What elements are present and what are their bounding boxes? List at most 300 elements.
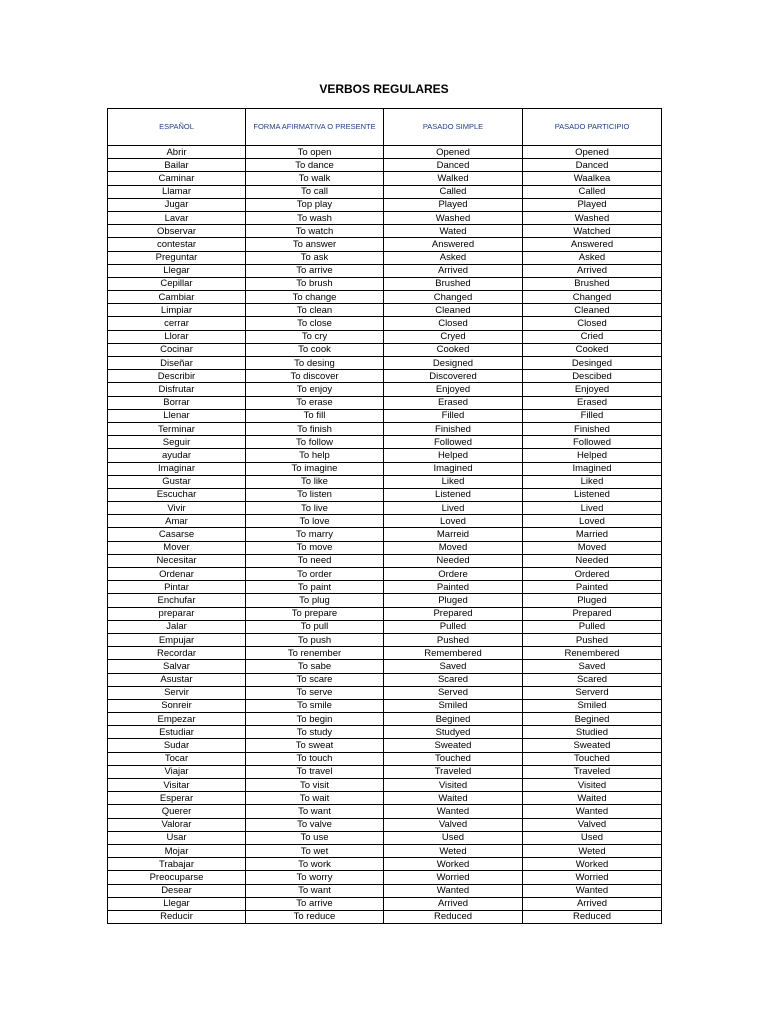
header-pasado-participio: PASADO PARTICIPIO: [523, 109, 662, 146]
espanol-cell: contestar: [108, 238, 246, 251]
table-row: [108, 238, 662, 251]
pasado-participio-cell: Opened: [523, 146, 662, 159]
presente-cell: To finish: [246, 422, 384, 435]
espanol-cell: Empezar: [108, 713, 246, 726]
table-row: [108, 198, 662, 211]
presente-cell: To order: [246, 568, 384, 581]
table-row: [108, 502, 662, 515]
espanol-cell: Llamar: [108, 185, 246, 198]
presente-cell: To enjoy: [246, 383, 384, 396]
espanol-cell: Amar: [108, 515, 246, 528]
presente-cell: To love: [246, 515, 384, 528]
pasado-participio-cell: Renembered: [523, 647, 662, 660]
table-row: [108, 528, 662, 541]
presente-cell: To desing: [246, 357, 384, 370]
table-row: [108, 541, 662, 554]
presente-cell: To begin: [246, 713, 384, 726]
pasado-participio-cell: Pulled: [523, 620, 662, 633]
table-row: [108, 660, 662, 673]
espanol-cell: Necesitar: [108, 554, 246, 567]
presente-cell: To valve: [246, 818, 384, 831]
presente-cell: To cook: [246, 343, 384, 356]
pasado-simple-cell: Wanted: [384, 884, 523, 897]
pasado-simple-cell: Wanted: [384, 805, 523, 818]
pasado-simple-cell: Closed: [384, 317, 523, 330]
table-row: [108, 739, 662, 752]
espanol-cell: Desear: [108, 884, 246, 897]
pasado-simple-cell: Imagined: [384, 462, 523, 475]
pasado-simple-cell: Danced: [384, 159, 523, 172]
pasado-participio-cell: Reduced: [523, 910, 662, 923]
presente-cell: To worry: [246, 871, 384, 884]
espanol-cell: Vivir: [108, 502, 246, 515]
pasado-participio-cell: Answered: [523, 238, 662, 251]
presente-cell: To wet: [246, 844, 384, 857]
presente-cell: To serve: [246, 686, 384, 699]
espanol-cell: Estudiar: [108, 726, 246, 739]
table-row: [108, 185, 662, 198]
table-row: [108, 765, 662, 778]
table-row: [108, 370, 662, 383]
presente-cell: To arrive: [246, 264, 384, 277]
pasado-simple-cell: Pushed: [384, 633, 523, 646]
table-row: [108, 515, 662, 528]
pasado-participio-cell: Worried: [523, 871, 662, 884]
espanol-cell: Limpiar: [108, 304, 246, 317]
pasado-simple-cell: Prepared: [384, 607, 523, 620]
espanol-cell: Querer: [108, 805, 246, 818]
pasado-simple-cell: Cleaned: [384, 304, 523, 317]
pasado-simple-cell: Discovered: [384, 370, 523, 383]
espanol-cell: Escuchar: [108, 488, 246, 501]
pasado-simple-cell: Reduced: [384, 910, 523, 923]
table-row: [108, 884, 662, 897]
table-row: [108, 818, 662, 831]
pasado-participio-cell: Weted: [523, 844, 662, 857]
espanol-cell: Llenar: [108, 409, 246, 422]
presente-cell: To follow: [246, 436, 384, 449]
presente-cell: To imagine: [246, 462, 384, 475]
presente-cell: To plug: [246, 594, 384, 607]
espanol-cell: Imaginar: [108, 462, 246, 475]
espanol-cell: Caminar: [108, 172, 246, 185]
pasado-participio-cell: Wanted: [523, 805, 662, 818]
pasado-simple-cell: Saved: [384, 660, 523, 673]
espanol-cell: Seguir: [108, 436, 246, 449]
pasado-participio-cell: Listened: [523, 488, 662, 501]
table-row: [108, 146, 662, 159]
pasado-simple-cell: Worried: [384, 871, 523, 884]
espanol-cell: Cepillar: [108, 277, 246, 290]
espanol-cell: ayudar: [108, 449, 246, 462]
table-row: [108, 330, 662, 343]
pasado-participio-cell: Pluged: [523, 594, 662, 607]
presente-cell: To listen: [246, 488, 384, 501]
pasado-participio-cell: Followed: [523, 436, 662, 449]
table-row: [108, 172, 662, 185]
espanol-cell: Llorar: [108, 330, 246, 343]
table-row: [108, 752, 662, 765]
presente-cell: To clean: [246, 304, 384, 317]
presente-cell: To want: [246, 884, 384, 897]
presente-cell: To smile: [246, 699, 384, 712]
pasado-participio-cell: Liked: [523, 475, 662, 488]
pasado-simple-cell: Followed: [384, 436, 523, 449]
presente-cell: To prepare: [246, 607, 384, 620]
table-row: [108, 581, 662, 594]
pasado-participio-cell: Loved: [523, 515, 662, 528]
pasado-simple-cell: Scared: [384, 673, 523, 686]
table-row: [108, 475, 662, 488]
espanol-cell: Describir: [108, 370, 246, 383]
presente-cell: To touch: [246, 752, 384, 765]
table-row: [108, 251, 662, 264]
presente-cell: To wash: [246, 211, 384, 224]
pasado-participio-cell: Helped: [523, 449, 662, 462]
pasado-simple-cell: Ordere: [384, 568, 523, 581]
table-row: [108, 409, 662, 422]
pasado-simple-cell: Filled: [384, 409, 523, 422]
espanol-cell: Ordenar: [108, 568, 246, 581]
pasado-simple-cell: Asked: [384, 251, 523, 264]
pasado-participio-cell: Ordered: [523, 568, 662, 581]
pasado-simple-cell: Cryed: [384, 330, 523, 343]
pasado-simple-cell: Finished: [384, 422, 523, 435]
table-row: [108, 357, 662, 370]
pasado-participio-cell: Arrived: [523, 264, 662, 277]
table-row: [108, 291, 662, 304]
pasado-participio-cell: Moved: [523, 541, 662, 554]
presente-cell: To paint: [246, 581, 384, 594]
espanol-cell: Recordar: [108, 647, 246, 660]
espanol-cell: Empujar: [108, 633, 246, 646]
pasado-participio-cell: Used: [523, 831, 662, 844]
presente-cell: To erase: [246, 396, 384, 409]
table-row: [108, 462, 662, 475]
espanol-cell: Cocinar: [108, 343, 246, 356]
espanol-cell: Diseñar: [108, 357, 246, 370]
document-title: VERBOS REGULARES: [319, 82, 449, 96]
presente-cell: To open: [246, 146, 384, 159]
pasado-participio-cell: Prepared: [523, 607, 662, 620]
pasado-simple-cell: Brushed: [384, 277, 523, 290]
espanol-cell: Servir: [108, 686, 246, 699]
pasado-simple-cell: Smiled: [384, 699, 523, 712]
pasado-simple-cell: Lived: [384, 502, 523, 515]
pasado-participio-cell: Enjoyed: [523, 383, 662, 396]
espanol-cell: Abrir: [108, 146, 246, 159]
pasado-participio-cell: Visited: [523, 779, 662, 792]
espanol-cell: Gustar: [108, 475, 246, 488]
pasado-participio-cell: Watched: [523, 225, 662, 238]
pasado-participio-cell: Finished: [523, 422, 662, 435]
table-row: [108, 449, 662, 462]
presente-cell: To want: [246, 805, 384, 818]
header-espanol: ESPAÑOL: [108, 109, 246, 146]
pasado-participio-cell: Desinged: [523, 357, 662, 370]
pasado-simple-cell: Remembered: [384, 647, 523, 660]
table-row: [108, 422, 662, 435]
table-row: [108, 897, 662, 910]
pasado-participio-cell: Filled: [523, 409, 662, 422]
presente-cell: To marry: [246, 528, 384, 541]
presente-cell: To arrive: [246, 897, 384, 910]
espanol-cell: Observar: [108, 225, 246, 238]
espanol-cell: Salvar: [108, 660, 246, 673]
pasado-simple-cell: Listened: [384, 488, 523, 501]
presente-cell: Top play: [246, 198, 384, 211]
presente-cell: To call: [246, 185, 384, 198]
table-row: [108, 396, 662, 409]
pasado-simple-cell: Moved: [384, 541, 523, 554]
presente-cell: To sabe: [246, 660, 384, 673]
pasado-simple-cell: Arrived: [384, 264, 523, 277]
espanol-cell: Borrar: [108, 396, 246, 409]
pasado-simple-cell: Called: [384, 185, 523, 198]
pasado-simple-cell: Answered: [384, 238, 523, 251]
pasado-simple-cell: Washed: [384, 211, 523, 224]
table-row: [108, 607, 662, 620]
espanol-cell: Disfrutar: [108, 383, 246, 396]
presente-cell: To wait: [246, 792, 384, 805]
espanol-cell: Esperar: [108, 792, 246, 805]
pasado-simple-cell: Touched: [384, 752, 523, 765]
pasado-simple-cell: Visited: [384, 779, 523, 792]
pasado-participio-cell: Valved: [523, 818, 662, 831]
espanol-cell: Asustar: [108, 673, 246, 686]
presente-cell: To like: [246, 475, 384, 488]
pasado-participio-cell: Sweated: [523, 739, 662, 752]
presente-cell: To fill: [246, 409, 384, 422]
pasado-participio-cell: Asked: [523, 251, 662, 264]
pasado-simple-cell: Weted: [384, 844, 523, 857]
espanol-cell: Viajar: [108, 765, 246, 778]
espanol-cell: Jalar: [108, 620, 246, 633]
pasado-participio-cell: Smiled: [523, 699, 662, 712]
presente-cell: To pull: [246, 620, 384, 633]
table-row: [108, 779, 662, 792]
table-row: [108, 159, 662, 172]
presente-cell: To move: [246, 541, 384, 554]
pasado-simple-cell: Enjoyed: [384, 383, 523, 396]
pasado-simple-cell: Begined: [384, 713, 523, 726]
presente-cell: To watch: [246, 225, 384, 238]
presente-cell: To help: [246, 449, 384, 462]
pasado-participio-cell: Touched: [523, 752, 662, 765]
pasado-simple-cell: Walked: [384, 172, 523, 185]
espanol-cell: Valorar: [108, 818, 246, 831]
pasado-simple-cell: Worked: [384, 858, 523, 871]
pasado-participio-cell: Cleaned: [523, 304, 662, 317]
espanol-cell: Pintar: [108, 581, 246, 594]
pasado-simple-cell: Painted: [384, 581, 523, 594]
espanol-cell: Cambiar: [108, 291, 246, 304]
pasado-participio-cell: Begined: [523, 713, 662, 726]
pasado-participio-cell: Married: [523, 528, 662, 541]
table-row: [108, 317, 662, 330]
espanol-cell: Reducir: [108, 910, 246, 923]
presente-cell: To work: [246, 858, 384, 871]
espanol-cell: Bailar: [108, 159, 246, 172]
presente-cell: To answer: [246, 238, 384, 251]
pasado-participio-cell: Scared: [523, 673, 662, 686]
presente-cell: To study: [246, 726, 384, 739]
pasado-participio-cell: Washed: [523, 211, 662, 224]
pasado-participio-cell: Descibed: [523, 370, 662, 383]
espanol-cell: Llegar: [108, 897, 246, 910]
table-row: [108, 488, 662, 501]
espanol-cell: Trabajar: [108, 858, 246, 871]
presente-cell: To use: [246, 831, 384, 844]
presente-cell: To change: [246, 291, 384, 304]
table-row: [108, 225, 662, 238]
table-row: [108, 343, 662, 356]
espanol-cell: Enchufar: [108, 594, 246, 607]
pasado-simple-cell: Pulled: [384, 620, 523, 633]
pasado-simple-cell: Marreid: [384, 528, 523, 541]
presente-cell: To live: [246, 502, 384, 515]
espanol-cell: Sonreir: [108, 699, 246, 712]
pasado-participio-cell: Needed: [523, 554, 662, 567]
pasado-participio-cell: Traveled: [523, 765, 662, 778]
pasado-participio-cell: Danced: [523, 159, 662, 172]
pasado-simple-cell: Helped: [384, 449, 523, 462]
pasado-participio-cell: Studied: [523, 726, 662, 739]
espanol-cell: Sudar: [108, 739, 246, 752]
table-row: [108, 277, 662, 290]
table-row: [108, 436, 662, 449]
espanol-cell: Llegar: [108, 264, 246, 277]
presente-cell: To visit: [246, 779, 384, 792]
table-row: [108, 304, 662, 317]
table-row: [108, 726, 662, 739]
espanol-cell: preparar: [108, 607, 246, 620]
table-row: [108, 264, 662, 277]
pasado-participio-cell: Changed: [523, 291, 662, 304]
pasado-participio-cell: Imagined: [523, 462, 662, 475]
table-row: [108, 805, 662, 818]
presente-cell: To sweat: [246, 739, 384, 752]
pasado-simple-cell: Pluged: [384, 594, 523, 607]
presente-cell: To ask: [246, 251, 384, 264]
pasado-simple-cell: Opened: [384, 146, 523, 159]
pasado-simple-cell: Cooked: [384, 343, 523, 356]
presente-cell: To travel: [246, 765, 384, 778]
espanol-cell: Terminar: [108, 422, 246, 435]
presente-cell: To cry: [246, 330, 384, 343]
espanol-cell: Usar: [108, 831, 246, 844]
pasado-simple-cell: Waited: [384, 792, 523, 805]
table-row: [108, 383, 662, 396]
espanol-cell: Visitar: [108, 779, 246, 792]
table-row: [108, 871, 662, 884]
pasado-simple-cell: Designed: [384, 357, 523, 370]
table-row: [108, 211, 662, 224]
presente-cell: To dance: [246, 159, 384, 172]
pasado-participio-cell: Worked: [523, 858, 662, 871]
presente-cell: To discover: [246, 370, 384, 383]
pasado-simple-cell: Valved: [384, 818, 523, 831]
pasado-simple-cell: Arrived: [384, 897, 523, 910]
presente-cell: To reduce: [246, 910, 384, 923]
table-row: [108, 594, 662, 607]
pasado-simple-cell: Served: [384, 686, 523, 699]
pasado-participio-cell: Closed: [523, 317, 662, 330]
pasado-participio-cell: Serverd: [523, 686, 662, 699]
pasado-simple-cell: Sweated: [384, 739, 523, 752]
presente-cell: To push: [246, 633, 384, 646]
pasado-simple-cell: Loved: [384, 515, 523, 528]
espanol-cell: Jugar: [108, 198, 246, 211]
pasado-simple-cell: Used: [384, 831, 523, 844]
table-row: [108, 844, 662, 857]
pasado-participio-cell: Pushed: [523, 633, 662, 646]
table-row: [108, 554, 662, 567]
pasado-simple-cell: Wated: [384, 225, 523, 238]
presente-cell: To scare: [246, 673, 384, 686]
table-row: [108, 633, 662, 646]
presente-cell: To walk: [246, 172, 384, 185]
table-body: [108, 146, 662, 924]
table-row: [108, 620, 662, 633]
table-row: [108, 686, 662, 699]
espanol-cell: Preocuparse: [108, 871, 246, 884]
espanol-cell: Tocar: [108, 752, 246, 765]
pasado-participio-cell: Brushed: [523, 277, 662, 290]
table-row: [108, 713, 662, 726]
table-row: [108, 699, 662, 712]
pasado-participio-cell: Waalkea: [523, 172, 662, 185]
pasado-participio-cell: Cooked: [523, 343, 662, 356]
table-row: [108, 910, 662, 923]
espanol-cell: Mojar: [108, 844, 246, 857]
pasado-participio-cell: Cried: [523, 330, 662, 343]
pasado-simple-cell: Erased: [384, 396, 523, 409]
pasado-participio-cell: Saved: [523, 660, 662, 673]
espanol-cell: Preguntar: [108, 251, 246, 264]
presente-cell: To close: [246, 317, 384, 330]
pasado-participio-cell: Waited: [523, 792, 662, 805]
pasado-simple-cell: Traveled: [384, 765, 523, 778]
pasado-simple-cell: Needed: [384, 554, 523, 567]
espanol-cell: cerrar: [108, 317, 246, 330]
table-row: [108, 647, 662, 660]
presente-cell: To renember: [246, 647, 384, 660]
pasado-participio-cell: Called: [523, 185, 662, 198]
espanol-cell: Casarse: [108, 528, 246, 541]
header-forma-afirmativa: FORMA AFIRMATIVA O PRESENTE: [246, 109, 384, 146]
pasado-participio-cell: Wanted: [523, 884, 662, 897]
table-row: [108, 792, 662, 805]
pasado-participio-cell: Erased: [523, 396, 662, 409]
presente-cell: To brush: [246, 277, 384, 290]
table-row: [108, 858, 662, 871]
espanol-cell: Mover: [108, 541, 246, 554]
pasado-participio-cell: Lived: [523, 502, 662, 515]
table-row: [108, 673, 662, 686]
pasado-simple-cell: Studyed: [384, 726, 523, 739]
table-header-row: [108, 109, 662, 146]
pasado-participio-cell: Painted: [523, 581, 662, 594]
table-row: [108, 831, 662, 844]
pasado-participio-cell: Arrived: [523, 897, 662, 910]
pasado-participio-cell: Played: [523, 198, 662, 211]
verbs-table: [107, 108, 662, 924]
presente-cell: To need: [246, 554, 384, 567]
pasado-simple-cell: Liked: [384, 475, 523, 488]
pasado-simple-cell: Played: [384, 198, 523, 211]
table-row: [108, 568, 662, 581]
